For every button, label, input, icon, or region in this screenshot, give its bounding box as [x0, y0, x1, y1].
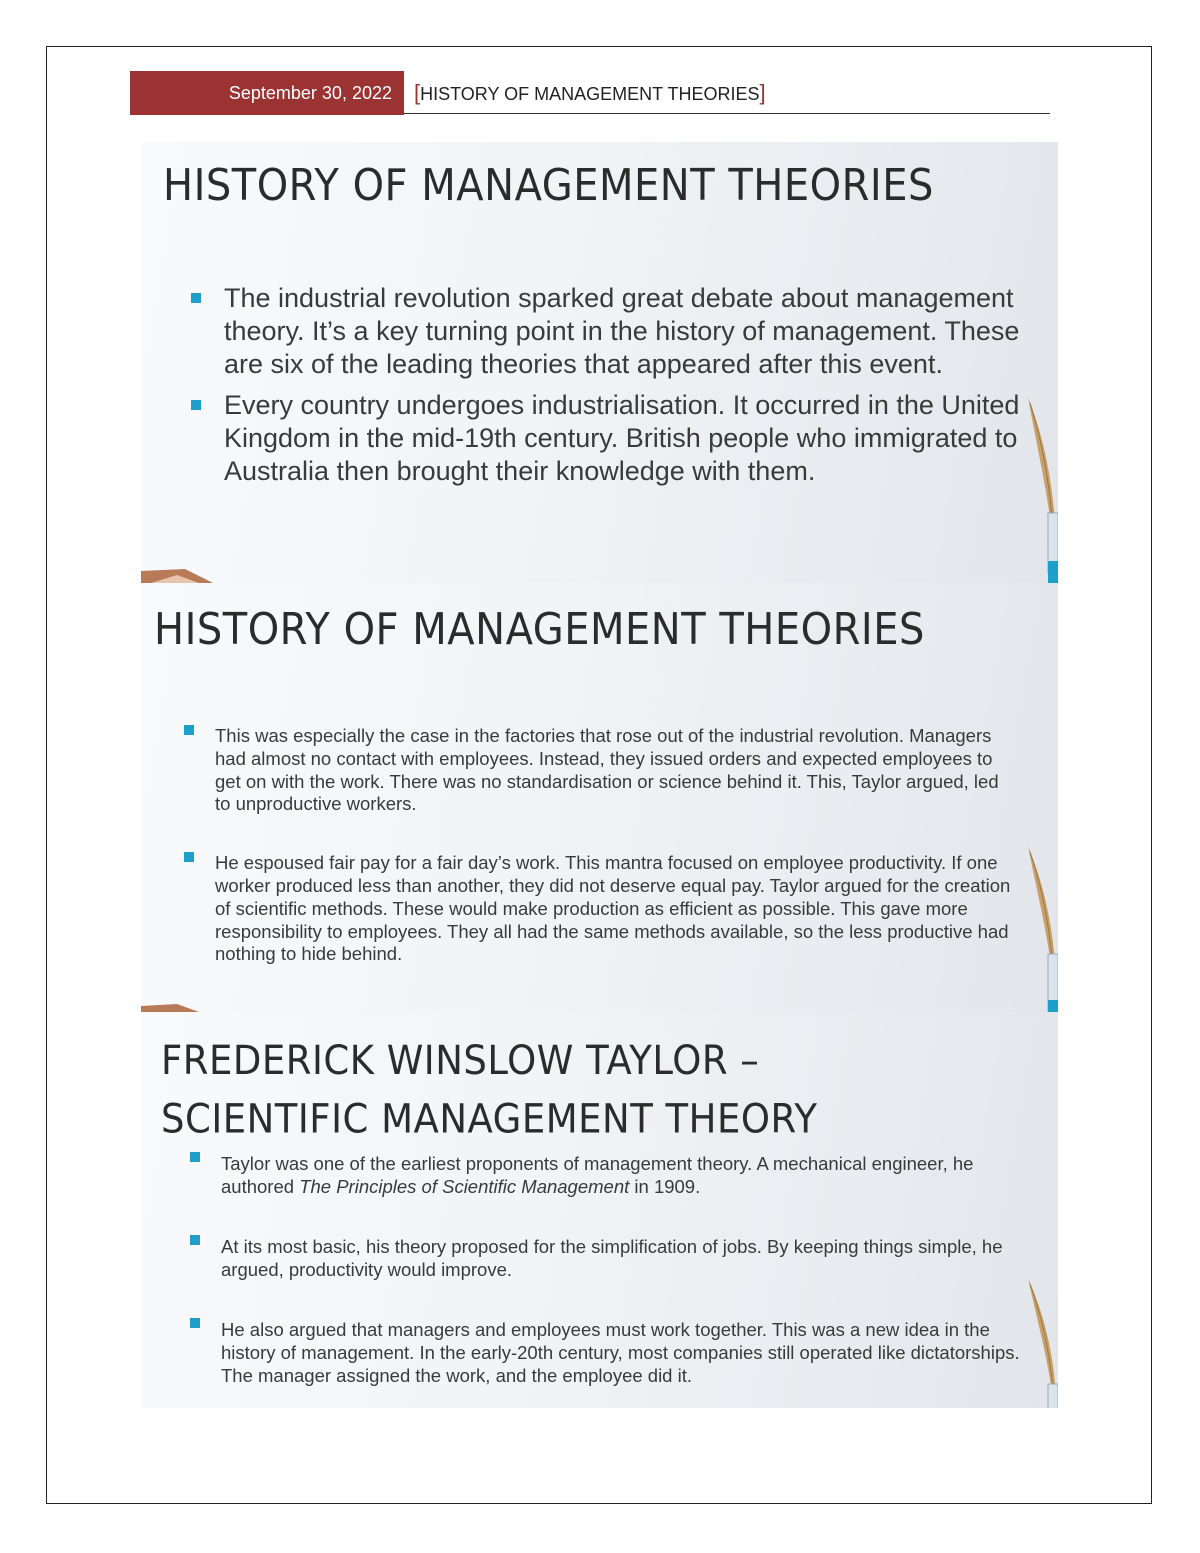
book-title: The Principles of Scientific Management: [299, 1176, 630, 1197]
bullet-square-icon: [190, 1318, 200, 1328]
slide-2-title: HISTORY OF MANAGEMENT THEORIES: [154, 604, 925, 655]
slide-3-title: [161, 1032, 817, 1149]
bullet-square-icon: [184, 725, 194, 735]
header-bracket-open: [: [414, 80, 421, 105]
quill-pen-icon: [1022, 1274, 1058, 1408]
quill-pen-icon: [1022, 393, 1058, 583]
header-rule: [404, 113, 1050, 114]
slide-2-bullet-2: [184, 852, 1019, 966]
slide-1-title: HISTORY OF MANAGEMENT THEORIES: [163, 160, 934, 211]
slide-1-bullet-2-text: Every country undergoes industrialisation. It occurred in the United Kingdom in the mid-19th century. British people who immigrated to Australia then brought their knowledge with them.: [224, 390, 1020, 486]
header-title: [414, 80, 766, 106]
wood-corner-icon: [141, 567, 215, 583]
slide-3-bullet-1-before: Taylor was one of the earliest proponents of management theory. A mechanical engineer, he authored: [221, 1153, 974, 1197]
slide-1-bullet-2: [191, 389, 1036, 488]
bullet-square-icon: [191, 400, 201, 410]
slide-3-bullet-2: [190, 1235, 1025, 1281]
wood-corner-icon: [141, 1004, 201, 1012]
slide-3: [141, 1012, 1058, 1408]
slide-2-bullet-2-text: He espoused fair pay for a fair day’s work. This mantra focused on employee productivity. If one worker produced less than another, they did not deserve equal pay. Taylor argued for the creation of scientific methods. These would make production as efficient as possible. This gave more responsibility to employees. They all had the same methods available, so the less productive had nothing to hide behind.: [215, 852, 1011, 965]
bullet-square-icon: [191, 293, 201, 303]
slide-3-bullet-1: [190, 1152, 1025, 1198]
header-title-text: HISTORY OF MANAGEMENT THEORIES: [420, 84, 760, 104]
slide-1-bullet-1: [191, 282, 1036, 381]
slide-2: [141, 583, 1058, 1012]
quill-pen-icon: [1022, 842, 1058, 1012]
bullet-square-icon: [190, 1152, 200, 1162]
slide-1-bullets: [191, 282, 1036, 488]
slide-3-title-line-2: SCIENTIFIC MANAGEMENT THEORY: [161, 1095, 818, 1143]
slide-2-bullets: [184, 725, 1019, 966]
slide-3-title-line-1: FREDERICK WINSLOW TAYLOR –: [161, 1037, 760, 1084]
header-date: [130, 71, 404, 115]
slide-3-bullet-3: [190, 1318, 1025, 1387]
slide-1: [141, 142, 1058, 583]
slide-2-bullet-1-text: This was especially the case in the factories that rose out of the industrial revolution. Managers had almost no contact with employees. Instead, they issued orders and expected employees to get on with the work. There was no standardisation or science behind it. This, Taylor argued, led to unproductive workers.: [215, 725, 999, 815]
slide-3-bullet-3-text: He also argued that managers and employees must work together. This was a new idea in the history of management. In the early-20th century, most companies still operated like dictatorships. The manager assigned the work, and the employee did it.: [221, 1319, 1020, 1386]
slide-1-bullet-1-text: The industrial revolution sparked great debate about management theory. It’s a key turning point in the history of management. These are six of the leading theories that appeared after this event.: [224, 283, 1020, 379]
bullet-square-icon: [184, 852, 194, 862]
bullet-square-icon: [190, 1235, 200, 1245]
slide-3-bullet-2-text: At its most basic, his theory proposed for the simplification of jobs. By keeping things simple, he argued, productivity would improve.: [221, 1236, 1003, 1280]
slide-3-bullet-1-after: in 1909.: [629, 1176, 701, 1197]
slide-3-bullets: [190, 1152, 1025, 1387]
header-date-text: September 30, 2022: [228, 82, 392, 103]
slide-2-bullet-1: [184, 725, 1019, 816]
header-bracket-close: ]: [759, 80, 766, 105]
